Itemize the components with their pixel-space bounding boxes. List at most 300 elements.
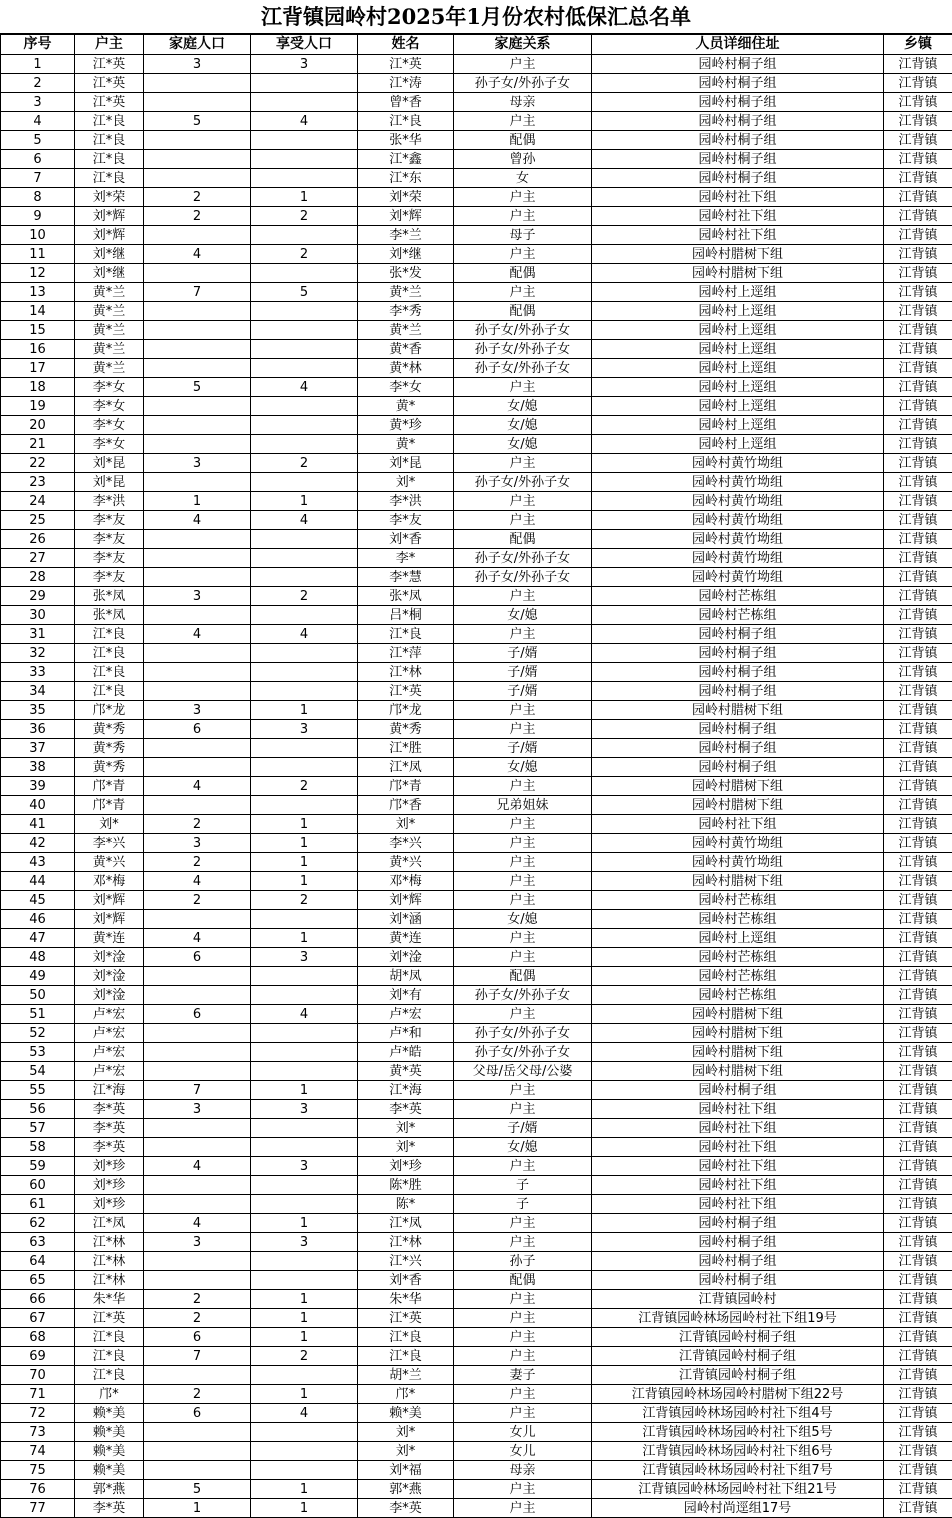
cell-name: 江*林	[358, 1233, 454, 1252]
table-row	[1, 1157, 952, 1176]
cell-beneficiaries: 4	[251, 1005, 358, 1024]
cell-beneficiaries	[251, 416, 358, 435]
cell-beneficiaries: 3	[251, 948, 358, 967]
cell-index: 52	[1, 1024, 75, 1043]
cell-householder: 黄*兰	[75, 321, 144, 340]
cell-name: 刘*	[358, 1119, 454, 1138]
cell-township: 江背镇	[884, 283, 952, 302]
table-row	[1, 1005, 952, 1024]
cell-beneficiaries: 5	[251, 283, 358, 302]
cell-address: 园岭村桐子组	[592, 663, 884, 682]
cell-index: 5	[1, 131, 75, 150]
cell-township: 江背镇	[884, 435, 952, 454]
cell-address: 园岭村上逕组	[592, 283, 884, 302]
cell-address: 园岭村桐子组	[592, 644, 884, 663]
cell-householder: 黄*兰	[75, 359, 144, 378]
cell-beneficiaries: 1	[251, 1290, 358, 1309]
cell-index: 72	[1, 1404, 75, 1423]
cell-name: 刘*昆	[358, 454, 454, 473]
cell-householder: 江*良	[75, 625, 144, 644]
cell-address: 园岭村桐子组	[592, 625, 884, 644]
cell-relation: 户主	[454, 1499, 592, 1518]
cell-beneficiaries: 1	[251, 1385, 358, 1404]
cell-householder: 邝*	[75, 1385, 144, 1404]
cell-householder: 朱*华	[75, 1290, 144, 1309]
cell-name: 黄*香	[358, 340, 454, 359]
cell-township: 江背镇	[884, 1290, 952, 1309]
cell-family-size	[144, 1024, 251, 1043]
cell-family-size: 6	[144, 948, 251, 967]
cell-address: 园岭村黄竹坳组	[592, 511, 884, 530]
cell-name: 江*胜	[358, 739, 454, 758]
cell-name: 黄*	[358, 397, 454, 416]
cell-householder: 江*英	[75, 93, 144, 112]
table-row	[1, 644, 952, 663]
cell-beneficiaries: 1	[251, 701, 358, 720]
cell-township: 江背镇	[884, 93, 952, 112]
cell-householder: 江*良	[75, 682, 144, 701]
cell-index: 35	[1, 701, 75, 720]
table-row	[1, 682, 952, 701]
cell-householder: 卢*宏	[75, 1024, 144, 1043]
cell-beneficiaries: 3	[251, 1100, 358, 1119]
table-row	[1, 264, 952, 283]
cell-family-size	[144, 739, 251, 758]
cell-address: 园岭村桐子组	[592, 739, 884, 758]
cell-address: 园岭村桐子组	[592, 1081, 884, 1100]
table-row	[1, 929, 952, 948]
table-row	[1, 321, 952, 340]
cell-householder: 刘*荣	[75, 188, 144, 207]
cell-address: 园岭村上逕组	[592, 416, 884, 435]
cell-relation: 女/媳	[454, 416, 592, 435]
cell-beneficiaries	[251, 1176, 358, 1195]
table-row	[1, 1328, 952, 1347]
cell-township: 江背镇	[884, 492, 952, 511]
cell-family-size: 1	[144, 492, 251, 511]
cell-beneficiaries: 3	[251, 1157, 358, 1176]
cell-beneficiaries	[251, 1271, 358, 1290]
cell-township: 江背镇	[884, 1461, 952, 1480]
cell-family-size	[144, 93, 251, 112]
cell-township: 江背镇	[884, 625, 952, 644]
cell-index: 76	[1, 1480, 75, 1499]
cell-householder: 郭*燕	[75, 1480, 144, 1499]
cell-householder: 江*良	[75, 150, 144, 169]
cell-address: 园岭村腊树下组	[592, 777, 884, 796]
table-row	[1, 492, 952, 511]
cell-beneficiaries	[251, 1442, 358, 1461]
table-row	[1, 1404, 952, 1423]
cell-name: 刘*辉	[358, 891, 454, 910]
cell-relation: 孙子女/外孙子女	[454, 1024, 592, 1043]
cell-family-size	[144, 1423, 251, 1442]
cell-family-size	[144, 1176, 251, 1195]
cell-township: 江背镇	[884, 359, 952, 378]
cell-family-size: 5	[144, 378, 251, 397]
cell-index: 31	[1, 625, 75, 644]
cell-address: 江背镇园岭林场园岭村社下组6号	[592, 1442, 884, 1461]
cell-township: 江背镇	[884, 1024, 952, 1043]
cell-name: 江*兴	[358, 1252, 454, 1271]
cell-relation: 户主	[454, 701, 592, 720]
cell-relation: 女/媳	[454, 606, 592, 625]
cell-relation: 户主	[454, 112, 592, 131]
cell-family-size	[144, 568, 251, 587]
table-row	[1, 302, 952, 321]
cell-beneficiaries: 1	[251, 492, 358, 511]
cell-name: 江*海	[358, 1081, 454, 1100]
cell-index: 25	[1, 511, 75, 530]
cell-relation: 妻子	[454, 1366, 592, 1385]
cell-township: 江背镇	[884, 207, 952, 226]
cell-householder: 江*良	[75, 1347, 144, 1366]
cell-relation: 户主	[454, 720, 592, 739]
cell-township: 江背镇	[884, 796, 952, 815]
cell-relation: 子	[454, 1176, 592, 1195]
cell-family-size	[144, 473, 251, 492]
cell-index: 4	[1, 112, 75, 131]
cell-address: 园岭村桐子组	[592, 93, 884, 112]
cell-name: 刘*	[358, 1423, 454, 1442]
cell-relation: 孙子女/外孙子女	[454, 568, 592, 587]
cell-beneficiaries: 1	[251, 834, 358, 853]
cell-township: 江背镇	[884, 929, 952, 948]
cell-householder: 李*友	[75, 568, 144, 587]
cell-address: 江背镇园岭林场园岭村社下组4号	[592, 1404, 884, 1423]
cell-index: 51	[1, 1005, 75, 1024]
cell-index: 60	[1, 1176, 75, 1195]
cell-index: 36	[1, 720, 75, 739]
cell-address: 园岭村上逕组	[592, 435, 884, 454]
table-row	[1, 967, 952, 986]
cell-relation: 孙子女/外孙子女	[454, 321, 592, 340]
cell-family-size	[144, 606, 251, 625]
cell-township: 江背镇	[884, 245, 952, 264]
cell-householder: 刘*昆	[75, 473, 144, 492]
table-row	[1, 1442, 952, 1461]
table-row	[1, 777, 952, 796]
cell-address: 园岭村腊树下组	[592, 245, 884, 264]
cell-family-size	[144, 1062, 251, 1081]
cell-address: 园岭村桐子组	[592, 1271, 884, 1290]
cell-address: 园岭村芒栋组	[592, 587, 884, 606]
cell-family-size	[144, 1252, 251, 1271]
table-row	[1, 1423, 952, 1442]
cell-name: 赖*美	[358, 1404, 454, 1423]
table-row	[1, 549, 952, 568]
cell-family-size	[144, 1366, 251, 1385]
cell-name: 陈*	[358, 1195, 454, 1214]
cell-beneficiaries: 2	[251, 777, 358, 796]
cell-beneficiaries: 1	[251, 1499, 358, 1518]
cell-index: 24	[1, 492, 75, 511]
table-row	[1, 1385, 952, 1404]
cell-relation: 子/婿	[454, 739, 592, 758]
cell-address: 江背镇园岭林场园岭村社下组21号	[592, 1480, 884, 1499]
cell-address: 江背镇园岭林场园岭村社下组5号	[592, 1423, 884, 1442]
cell-address: 园岭村桐子组	[592, 758, 884, 777]
cell-address: 园岭村上逕组	[592, 302, 884, 321]
cell-relation: 户主	[454, 834, 592, 853]
cell-family-size	[144, 264, 251, 283]
cell-householder: 刘*辉	[75, 910, 144, 929]
cell-name: 黄*林	[358, 359, 454, 378]
cell-beneficiaries: 2	[251, 207, 358, 226]
cell-family-size	[144, 169, 251, 188]
cell-index: 7	[1, 169, 75, 188]
cell-relation: 户主	[454, 587, 592, 606]
cell-householder: 赖*美	[75, 1461, 144, 1480]
cell-relation: 女/媳	[454, 758, 592, 777]
cell-family-size	[144, 1119, 251, 1138]
cell-name: 李*女	[358, 378, 454, 397]
cell-township: 江背镇	[884, 986, 952, 1005]
cell-relation: 户主	[454, 511, 592, 530]
cell-householder: 李*英	[75, 1499, 144, 1518]
cell-address: 园岭村腊树下组	[592, 1005, 884, 1024]
cell-family-size: 6	[144, 720, 251, 739]
cell-index: 6	[1, 150, 75, 169]
cell-householder: 刘*	[75, 815, 144, 834]
cell-beneficiaries: 1	[251, 1328, 358, 1347]
cell-address: 园岭村黄竹坳组	[592, 492, 884, 511]
cell-address: 园岭村桐子组	[592, 1214, 884, 1233]
cell-index: 17	[1, 359, 75, 378]
table-row	[1, 587, 952, 606]
cell-relation: 女	[454, 169, 592, 188]
cell-relation: 子/婿	[454, 644, 592, 663]
cell-beneficiaries	[251, 1366, 358, 1385]
cell-beneficiaries	[251, 1024, 358, 1043]
cell-address: 江背镇园岭村	[592, 1290, 884, 1309]
cell-family-size: 4	[144, 929, 251, 948]
cell-beneficiaries: 1	[251, 1214, 358, 1233]
cell-beneficiaries	[251, 967, 358, 986]
cell-beneficiaries	[251, 739, 358, 758]
cell-family-size	[144, 796, 251, 815]
cell-householder: 黄*兰	[75, 302, 144, 321]
cell-address: 江背镇园岭林场园岭村社下组19号	[592, 1309, 884, 1328]
cell-beneficiaries: 1	[251, 929, 358, 948]
cell-relation: 户主	[454, 283, 592, 302]
table-row	[1, 1480, 952, 1499]
cell-beneficiaries: 1	[251, 1309, 358, 1328]
cell-address: 园岭村腊树下组	[592, 1043, 884, 1062]
cell-family-size: 4	[144, 625, 251, 644]
cell-family-size: 3	[144, 1233, 251, 1252]
cell-beneficiaries: 3	[251, 1233, 358, 1252]
table-row	[1, 853, 952, 872]
cell-name: 曾*香	[358, 93, 454, 112]
cell-householder: 赖*美	[75, 1423, 144, 1442]
cell-name: 陈*胜	[358, 1176, 454, 1195]
cell-township: 江背镇	[884, 1499, 952, 1518]
table-row	[1, 511, 952, 530]
cell-relation: 户主	[454, 454, 592, 473]
cell-township: 江背镇	[884, 340, 952, 359]
cell-householder: 江*海	[75, 1081, 144, 1100]
cell-township: 江背镇	[884, 1062, 952, 1081]
cell-beneficiaries	[251, 796, 358, 815]
cell-index: 15	[1, 321, 75, 340]
cell-relation: 孙子女/外孙子女	[454, 340, 592, 359]
header-township: 乡镇	[884, 35, 952, 55]
cell-beneficiaries	[251, 1252, 358, 1271]
cell-householder: 江*英	[75, 1309, 144, 1328]
cell-relation: 女/媳	[454, 1138, 592, 1157]
cell-relation: 户主	[454, 55, 592, 74]
cell-index: 45	[1, 891, 75, 910]
cell-township: 江背镇	[884, 910, 952, 929]
cell-address: 园岭村上逕组	[592, 397, 884, 416]
cell-beneficiaries	[251, 1062, 358, 1081]
cell-name: 刘*继	[358, 245, 454, 264]
cell-householder: 李*洪	[75, 492, 144, 511]
cell-family-size: 5	[144, 1480, 251, 1499]
cell-householder: 江*良	[75, 663, 144, 682]
cell-beneficiaries: 1	[251, 853, 358, 872]
cell-township: 江背镇	[884, 1138, 952, 1157]
cell-householder: 江*英	[75, 55, 144, 74]
cell-index: 30	[1, 606, 75, 625]
table-row	[1, 378, 952, 397]
cell-index: 50	[1, 986, 75, 1005]
cell-township: 江背镇	[884, 1480, 952, 1499]
cell-householder: 江*良	[75, 112, 144, 131]
cell-householder: 邓*梅	[75, 872, 144, 891]
cell-name: 江*凤	[358, 1214, 454, 1233]
cell-name: 李*慧	[358, 568, 454, 587]
cell-index: 53	[1, 1043, 75, 1062]
table-row	[1, 1195, 952, 1214]
cell-address: 园岭村黄竹坳组	[592, 834, 884, 853]
cell-householder: 张*凤	[75, 587, 144, 606]
cell-relation: 户主	[454, 1081, 592, 1100]
cell-index: 20	[1, 416, 75, 435]
cell-name: 卢*宏	[358, 1005, 454, 1024]
cell-index: 54	[1, 1062, 75, 1081]
cell-address: 园岭村芒栋组	[592, 948, 884, 967]
cell-beneficiaries	[251, 340, 358, 359]
table-row	[1, 568, 952, 587]
cell-name: 李*	[358, 549, 454, 568]
cell-beneficiaries: 2	[251, 245, 358, 264]
cell-relation: 配偶	[454, 530, 592, 549]
cell-family-size	[144, 530, 251, 549]
cell-address: 园岭村上逕组	[592, 340, 884, 359]
cell-relation: 户主	[454, 1100, 592, 1119]
cell-householder: 赖*美	[75, 1404, 144, 1423]
cell-beneficiaries: 2	[251, 1347, 358, 1366]
cell-householder: 黄*秀	[75, 739, 144, 758]
cell-relation: 孙子女/外孙子女	[454, 359, 592, 378]
cell-name: 刘*	[358, 815, 454, 834]
cell-family-size: 4	[144, 1214, 251, 1233]
cell-name: 刘*	[358, 473, 454, 492]
cell-family-size	[144, 1461, 251, 1480]
cell-township: 江背镇	[884, 473, 952, 492]
cell-index: 66	[1, 1290, 75, 1309]
cell-township: 江背镇	[884, 644, 952, 663]
table-row	[1, 416, 952, 435]
cell-family-size: 7	[144, 1347, 251, 1366]
cell-householder: 黄*秀	[75, 720, 144, 739]
cell-relation: 户主	[454, 815, 592, 834]
cell-index: 21	[1, 435, 75, 454]
cell-name: 李*友	[358, 511, 454, 530]
cell-householder: 江*林	[75, 1252, 144, 1271]
table-row	[1, 872, 952, 891]
cell-relation: 配偶	[454, 264, 592, 283]
table-row	[1, 1024, 952, 1043]
cell-township: 江背镇	[884, 663, 952, 682]
cell-name: 江*东	[358, 169, 454, 188]
cell-family-size	[144, 682, 251, 701]
cell-name: 刘*有	[358, 986, 454, 1005]
cell-beneficiaries	[251, 169, 358, 188]
cell-index: 46	[1, 910, 75, 929]
cell-name: 江*萍	[358, 644, 454, 663]
cell-address: 园岭村上逕组	[592, 378, 884, 397]
cell-name: 郭*燕	[358, 1480, 454, 1499]
cell-family-size	[144, 549, 251, 568]
table-row	[1, 910, 952, 929]
cell-name: 李*英	[358, 1100, 454, 1119]
cell-township: 江背镇	[884, 682, 952, 701]
cell-family-size: 3	[144, 1100, 251, 1119]
cell-address: 园岭村黄竹坳组	[592, 568, 884, 587]
cell-index: 67	[1, 1309, 75, 1328]
cell-relation: 曾孙	[454, 150, 592, 169]
cell-householder: 李*女	[75, 416, 144, 435]
table-row	[1, 606, 952, 625]
cell-name: 黄*英	[358, 1062, 454, 1081]
cell-beneficiaries	[251, 131, 358, 150]
cell-beneficiaries	[251, 264, 358, 283]
cell-beneficiaries	[251, 226, 358, 245]
cell-index: 8	[1, 188, 75, 207]
cell-township: 江背镇	[884, 1043, 952, 1062]
cell-relation: 户主	[454, 948, 592, 967]
cell-relation: 户主	[454, 1385, 592, 1404]
cell-township: 江背镇	[884, 1309, 952, 1328]
cell-index: 65	[1, 1271, 75, 1290]
cell-name: 黄*秀	[358, 720, 454, 739]
cell-householder: 刘*珍	[75, 1176, 144, 1195]
cell-name: 刘*	[358, 1138, 454, 1157]
cell-name: 黄*兰	[358, 283, 454, 302]
cell-name: 黄*连	[358, 929, 454, 948]
cell-beneficiaries: 4	[251, 625, 358, 644]
cell-index: 55	[1, 1081, 75, 1100]
cell-relation: 女/媳	[454, 397, 592, 416]
cell-family-size	[144, 644, 251, 663]
cell-name: 江*良	[358, 1328, 454, 1347]
cell-family-size: 4	[144, 872, 251, 891]
cell-relation: 户主	[454, 207, 592, 226]
roster-table	[0, 34, 952, 1518]
cell-township: 江背镇	[884, 131, 952, 150]
cell-family-size	[144, 967, 251, 986]
cell-index: 3	[1, 93, 75, 112]
cell-family-size	[144, 150, 251, 169]
cell-householder: 江*英	[75, 74, 144, 93]
cell-beneficiaries: 3	[251, 720, 358, 739]
cell-householder: 邝*龙	[75, 701, 144, 720]
table-row	[1, 1366, 952, 1385]
cell-index: 75	[1, 1461, 75, 1480]
